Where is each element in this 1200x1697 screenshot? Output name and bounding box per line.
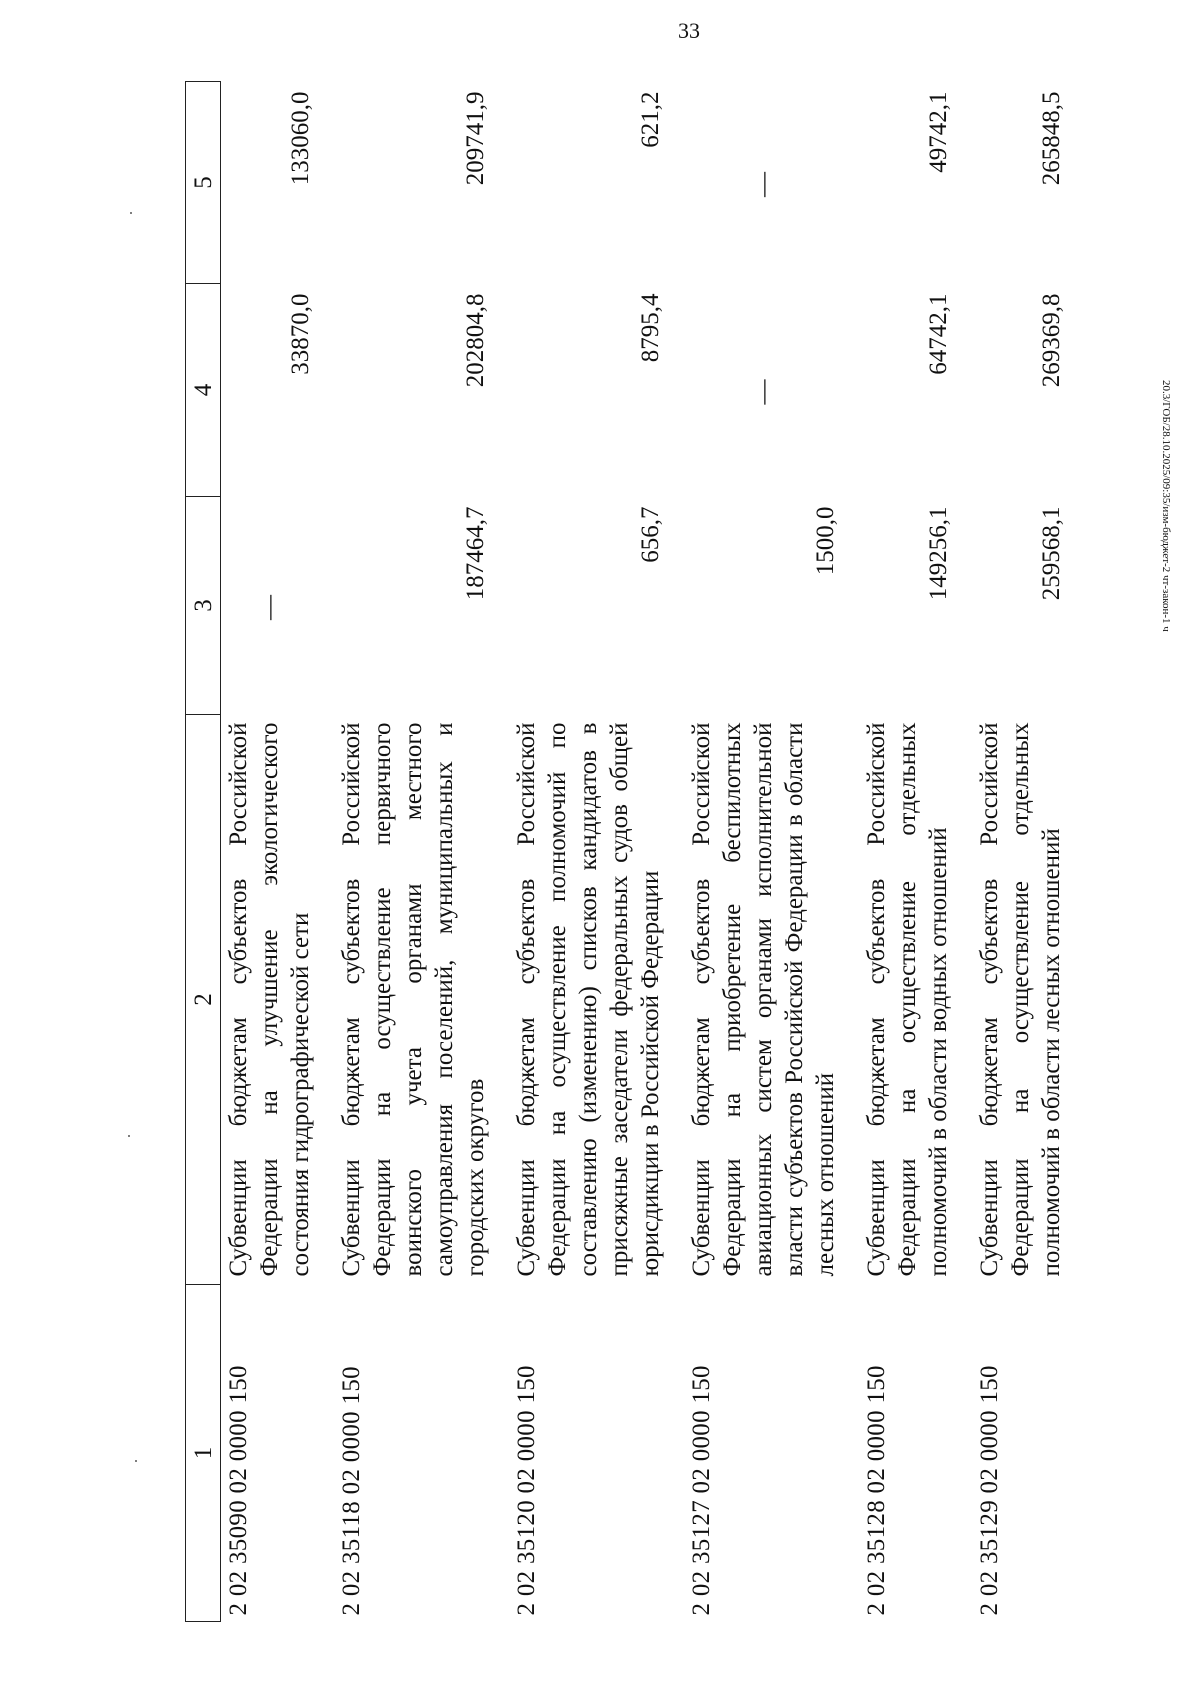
budget-description: Субвенции бюджетам субъектов Российской Федерации на осуществление полномочий по составлению (изменению) списков кандидатов в присяжные заседатели федеральных судов общей юрисдикции в Российской Федерации [513, 722, 664, 1277]
column-header-5: 5 [186, 82, 221, 284]
amount-col5: 209741,9 [462, 91, 489, 186]
budget-description: Субвенции бюджетам субъектов Российской Федерации на осуществление первичного воинского учета органами местного самоуправления поселений, муниципальных и городских округов [338, 722, 489, 1277]
amount-col5: — [750, 172, 777, 197]
budget-code: 2 02 35128 02 0000 150 [863, 1365, 890, 1616]
amount-col4: 269369,8 [1038, 293, 1065, 388]
budget-code: 2 02 35118 02 0000 150 [338, 1366, 365, 1616]
table-row [336, 82, 511, 1622]
table-row [686, 82, 861, 1622]
amount-col3: — [256, 595, 283, 620]
amount-col3: 187464,7 [462, 506, 489, 601]
amount-col3: 656,7 [637, 506, 664, 563]
scan-speck [128, 1135, 130, 1137]
amount-col3: 1500,0 [812, 506, 839, 576]
table-row [974, 82, 1087, 1622]
amount-col5: 621,2 [637, 91, 664, 148]
budget-description: Субвенции бюджетам субъектов Российской Федерации на приобретение беспилотных авиационных систем органами исполнительной власти субъектов Российской Федерации в области лесных отношений [688, 722, 839, 1277]
document-footer-code: 20.3/ГОБ/28.10.2025/09:35/изм-бюджет-2 чт-закон-1 ч [1160, 380, 1172, 632]
budget-description: Субвенции бюджетам субъектов Российской Федерации на улучшение экологического состояния гидрографической сети [225, 722, 314, 1277]
amount-col5: 49742,1 [925, 91, 952, 173]
budget-code: 2 02 35090 02 0000 150 [225, 1365, 252, 1616]
table-row [511, 82, 686, 1622]
column-header-4: 4 [186, 284, 221, 497]
amount-col4: 33870,0 [287, 293, 314, 375]
table-header-row [186, 82, 221, 1622]
amount-col5: 133060,0 [287, 91, 314, 186]
budget-description: Субвенции бюджетам субъектов Российской Федерации на осуществление отдельных полномочий в области лесных отношений [976, 722, 1065, 1277]
budget-code: 2 02 35129 02 0000 150 [976, 1365, 1003, 1616]
budget-description: Субвенции бюджетам субъектов Российской Федерации на осуществление отдельных полномочий в области водных отношений [863, 722, 952, 1277]
budget-table-container [185, 82, 1168, 1622]
amount-col3: 149256,1 [925, 506, 952, 601]
table-row [221, 82, 337, 1622]
column-header-3: 3 [186, 497, 221, 715]
table-row [861, 82, 974, 1622]
column-header-2: 2 [186, 715, 221, 1285]
amount-col5: 265848,5 [1038, 91, 1065, 186]
amount-col4: 64742,1 [925, 293, 952, 375]
budget-code: 2 02 35120 02 0000 150 [513, 1365, 540, 1616]
amount-col4: 202804,8 [462, 293, 489, 388]
column-header-1: 1 [186, 1285, 221, 1622]
amount-col3: 259568,1 [1038, 506, 1065, 601]
budget-code: 2 02 35127 02 0000 150 [688, 1365, 715, 1616]
amount-col4: 8795,4 [637, 293, 664, 363]
amount-col4: — [750, 379, 777, 405]
page-number: 33 [678, 18, 700, 43]
budget-table [185, 81, 1087, 1622]
scan-speck [130, 212, 132, 214]
scan-speck [135, 1460, 137, 1462]
